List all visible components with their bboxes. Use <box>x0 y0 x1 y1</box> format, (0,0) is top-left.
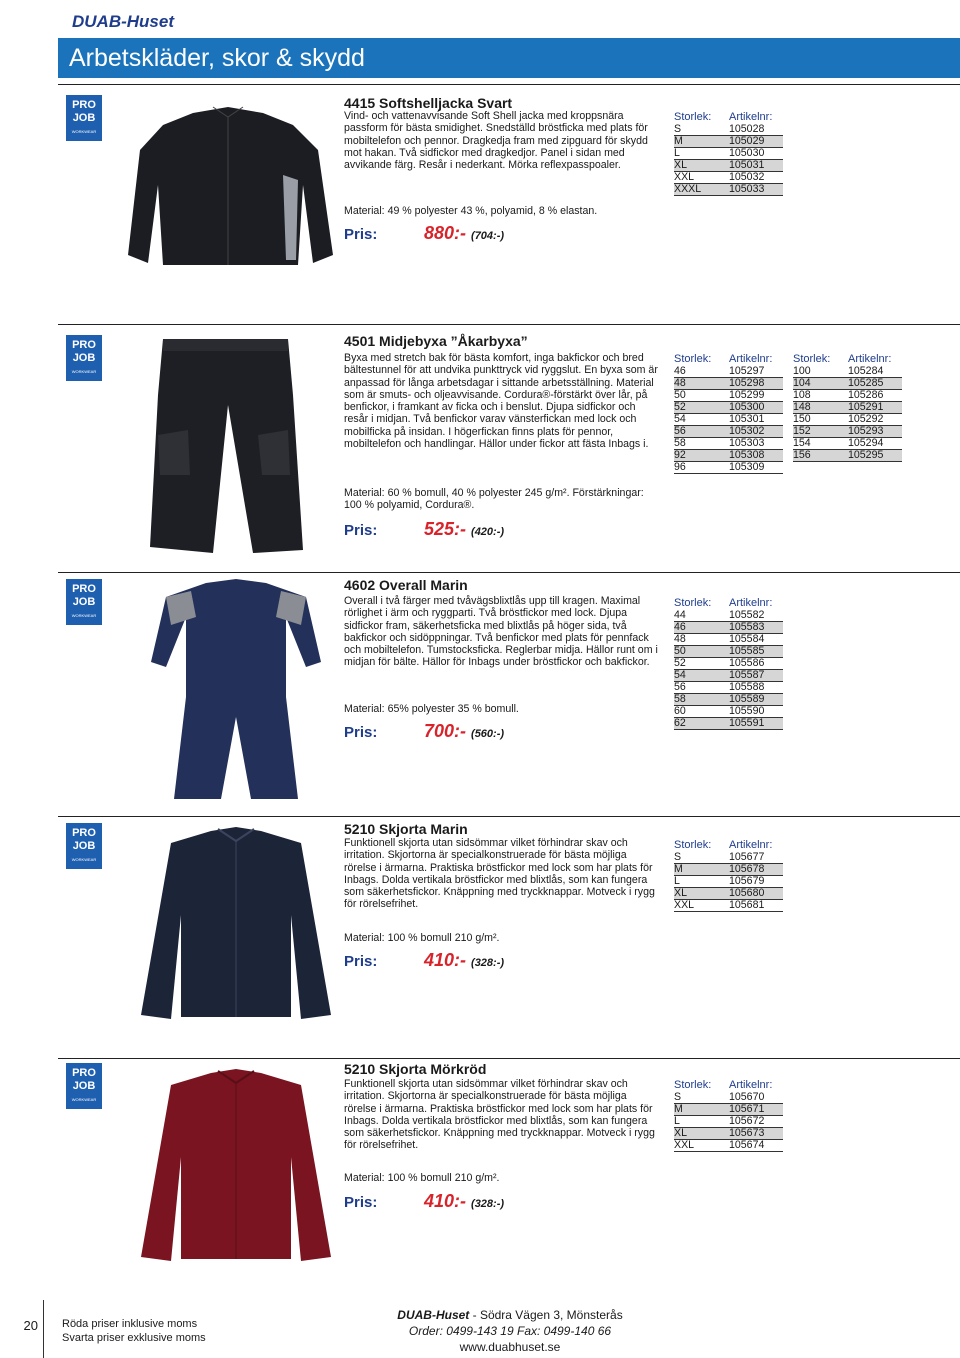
size-row <box>674 172 783 184</box>
page-number-box <box>0 1300 44 1358</box>
size-value: 46 <box>674 366 729 378</box>
size-row <box>674 706 783 718</box>
projob-logo: PRO JOB WORKWEAR <box>66 335 102 381</box>
article-number: 105309 <box>729 462 783 474</box>
article-number: 105672 <box>729 1116 783 1128</box>
size-column-header: Storlek: <box>674 839 712 851</box>
size-value: S <box>674 124 729 136</box>
size-value: 52 <box>674 658 729 670</box>
price-row <box>344 519 504 543</box>
product-section-3 <box>58 572 960 808</box>
size-row <box>793 390 902 402</box>
article-number: 105301 <box>729 414 783 426</box>
footer-web[interactable]: www.duabhuset.se <box>459 1340 561 1354</box>
size-row <box>674 610 783 622</box>
size-row <box>674 366 783 378</box>
size-row <box>674 124 783 136</box>
size-row <box>674 670 783 682</box>
price-row <box>344 1191 504 1215</box>
size-value: 54 <box>674 670 729 682</box>
size-value: 96 <box>674 462 729 474</box>
price-excl-vat: (560:-) <box>471 728 505 740</box>
article-number: 105030 <box>729 148 783 160</box>
size-value: 56 <box>674 426 729 438</box>
footer-address: - Södra Vägen 3, Mönsterås <box>469 1308 623 1322</box>
price-label: Pris: <box>344 226 378 243</box>
article-column-header: Artikelnr: <box>729 839 773 851</box>
overall-image <box>136 577 336 803</box>
size-value: 62 <box>674 718 729 730</box>
size-value: 100 <box>793 366 848 378</box>
price-incl-vat: 525:- <box>424 519 467 539</box>
article-number: 105585 <box>729 646 783 658</box>
size-value: 108 <box>793 390 848 402</box>
article-column-header: Artikelnr: <box>729 597 773 609</box>
size-value: S <box>674 852 729 864</box>
size-value: 56 <box>674 682 729 694</box>
product-material: Material: 100 % bomull 210 g/m². <box>344 1172 500 1184</box>
product-section-1 <box>58 84 960 316</box>
article-number: 105681 <box>729 900 783 912</box>
size-column-header: Storlek: <box>674 353 712 365</box>
size-value: 60 <box>674 706 729 718</box>
size-row <box>674 694 783 706</box>
size-value: XL <box>674 160 729 172</box>
article-number: 105285 <box>848 378 902 390</box>
price-excl-vat: (704:-) <box>471 230 505 242</box>
size-table <box>674 1079 783 1152</box>
size-value: 52 <box>674 402 729 414</box>
size-value: M <box>674 136 729 148</box>
size-value: 150 <box>793 414 848 426</box>
size-row <box>674 852 783 864</box>
page-footer <box>0 1300 960 1358</box>
article-column-header: Artikelnr: <box>848 353 892 365</box>
size-value: 54 <box>674 414 729 426</box>
article-number: 105298 <box>729 378 783 390</box>
size-value: XL <box>674 1128 729 1140</box>
size-value: 46 <box>674 622 729 634</box>
article-number: 105679 <box>729 876 783 888</box>
size-value: 44 <box>674 610 729 622</box>
price-label: Pris: <box>344 522 378 539</box>
article-number: 105671 <box>729 1104 783 1116</box>
article-number: 105588 <box>729 682 783 694</box>
size-row <box>674 160 783 172</box>
size-table <box>674 839 783 912</box>
article-column-header: Artikelnr: <box>729 353 773 365</box>
size-row <box>793 366 902 378</box>
size-value: L <box>674 148 729 160</box>
size-column-header: Storlek: <box>674 597 712 609</box>
price-incl-vat: 410:- <box>424 950 467 970</box>
size-table-large <box>793 353 902 462</box>
size-value: XL <box>674 888 729 900</box>
size-row <box>793 426 902 438</box>
size-value: 48 <box>674 634 729 646</box>
article-number: 105582 <box>729 610 783 622</box>
size-row <box>793 402 902 414</box>
size-row <box>674 390 783 402</box>
size-row <box>674 1128 783 1140</box>
size-row <box>674 184 783 196</box>
price-row <box>344 721 504 745</box>
article-number: 105590 <box>729 706 783 718</box>
article-column-header: Artikelnr: <box>729 1079 773 1091</box>
article-number: 105584 <box>729 634 783 646</box>
article-number: 105678 <box>729 864 783 876</box>
page-header <box>0 0 960 76</box>
size-value: 92 <box>674 450 729 462</box>
size-value: L <box>674 1116 729 1128</box>
article-number: 105300 <box>729 402 783 414</box>
size-row <box>674 876 783 888</box>
article-number: 105303 <box>729 438 783 450</box>
article-number: 105674 <box>729 1140 783 1152</box>
size-value: L <box>674 876 729 888</box>
size-value: 104 <box>793 378 848 390</box>
size-value: M <box>674 1104 729 1116</box>
article-number: 105295 <box>848 450 902 462</box>
article-column-header: Artikelnr: <box>729 111 773 123</box>
price-incl-vat: 410:- <box>424 1191 467 1211</box>
article-number: 105028 <box>729 124 783 136</box>
size-table <box>674 597 783 730</box>
price-label: Pris: <box>344 953 378 970</box>
work-trousers-image <box>128 335 328 555</box>
product-material: Material: 60 % bomull, 40 % polyester 245 g/m². Förstärkningar: 100 % polyamid, Cordura®. <box>344 487 644 512</box>
article-number: 105299 <box>729 390 783 402</box>
price-incl-vat: 880:- <box>424 223 467 243</box>
size-row <box>674 414 783 426</box>
size-row <box>674 864 783 876</box>
article-number: 105680 <box>729 888 783 900</box>
size-value: 148 <box>793 402 848 414</box>
note-red-prices: Röda priser inklusive moms <box>62 1318 198 1330</box>
size-row <box>674 136 783 148</box>
size-row <box>674 148 783 160</box>
size-value: 152 <box>793 426 848 438</box>
size-row <box>674 378 783 390</box>
article-number: 105294 <box>848 438 902 450</box>
size-row <box>793 414 902 426</box>
size-row <box>674 438 783 450</box>
size-row <box>793 378 902 390</box>
article-number: 105029 <box>729 136 783 148</box>
product-material: Material: 100 % bomull 210 g/m². <box>344 932 500 944</box>
price-label: Pris: <box>344 724 378 741</box>
size-value: XXL <box>674 172 729 184</box>
size-value: 154 <box>793 438 848 450</box>
product-description: Overall i två färger med tvåvägsblixtlås upp till kragen. Maximal rörlighet i ärm och ryggparti. Två bröstfickor med lock. Djupa sidfickor fram, säkerhetsficka med blixtlås på höger sida, två bakfickor och sidöppningar. Två benfickor med plats för pennfack och mobiltelefon. Tumstocksficka. Reglerbar midja. Hällor runt om i midjan för bälte. Hällor för Inbags under bröstfickor och bakfickor. <box>344 595 658 669</box>
size-value: XXXL <box>674 184 729 196</box>
size-row <box>674 1092 783 1104</box>
darkred-shirt-image <box>136 1067 336 1267</box>
size-row <box>674 426 783 438</box>
article-number: 105670 <box>729 1092 783 1104</box>
product-material: Material: 49 % polyester 43 %, polyamid, 8 % elastan. <box>344 205 598 217</box>
price-incl-vat: 700:- <box>424 721 467 741</box>
article-number: 105677 <box>729 852 783 864</box>
size-row <box>674 682 783 694</box>
size-row <box>674 1116 783 1128</box>
size-value: 58 <box>674 694 729 706</box>
projob-logo: PRO JOB WORKWEAR <box>66 95 102 141</box>
size-row <box>674 622 783 634</box>
size-column-header: Storlek: <box>674 111 712 123</box>
size-row <box>674 1104 783 1116</box>
projob-logo: PRO JOB WORKWEAR <box>66 579 102 625</box>
article-number: 105033 <box>729 184 783 196</box>
footer-company-line <box>360 1308 660 1322</box>
article-number: 105284 <box>848 366 902 378</box>
product-description: Funktionell skjorta utan sidsömmar vilket förhindrar skav och irritation. Skjortorna är specialkonstruerade för bästa möjliga rörelse i ärmarna. Praktiska bröstfickor med lock som har plats för Inbags. Dolda vertikala bröstfickor med blixtlås, som kan fungera som säkerhetsfickor. Knäppning med tryckknappar. Motveck i rygg för rörelsefrihet. <box>344 837 655 911</box>
product-description: Funktionell skjorta utan sidsömmar vilket förhindrar skav och irritation. Skjortorna är specialkonstruerade för bästa möjliga rörelse i ärmarna. Praktiska bröstfickor med lock som har plats för Inbags. Dolda vertikala bröstfickor med blixtlås, som kan fungera som säkerhetsfickor. Knäppning med tryckknappar. Motveck i rygg för rörelsefrihet. <box>344 1078 655 1152</box>
product-section-2 <box>58 324 960 564</box>
projob-logo: PRO JOB WORKWEAR <box>66 823 102 869</box>
product-title: 5210 Skjorta Marin <box>344 821 468 837</box>
article-number: 105586 <box>729 658 783 670</box>
article-number: 105673 <box>729 1128 783 1140</box>
size-row <box>674 450 783 462</box>
size-value: XXL <box>674 900 729 912</box>
softshell-jacket-image <box>118 105 340 273</box>
size-row <box>674 1140 783 1152</box>
price-excl-vat: (328:-) <box>471 957 505 969</box>
product-section-5 <box>58 1058 960 1296</box>
price-row <box>344 223 504 247</box>
size-value: XXL <box>674 1140 729 1152</box>
size-value: 50 <box>674 646 729 658</box>
size-row <box>674 718 783 730</box>
article-number: 105031 <box>729 160 783 172</box>
size-value: 50 <box>674 390 729 402</box>
page-title: Arbetskläder, skor & skydd <box>69 44 365 72</box>
article-number: 105286 <box>848 390 902 402</box>
article-number: 105308 <box>729 450 783 462</box>
price-row <box>344 950 504 974</box>
price-excl-vat: (328:-) <box>471 1198 505 1210</box>
article-number: 105589 <box>729 694 783 706</box>
size-row <box>674 634 783 646</box>
size-value: 156 <box>793 450 848 462</box>
title-bar <box>58 38 960 78</box>
navy-shirt-image <box>136 825 336 1025</box>
price-label: Pris: <box>344 1194 378 1211</box>
footer-company: DUAB-Huset <box>397 1308 470 1322</box>
size-column-header: Storlek: <box>674 1079 712 1091</box>
size-row <box>674 462 783 474</box>
size-value: M <box>674 864 729 876</box>
size-row <box>674 402 783 414</box>
product-title: 4415 Softshelljacka Svart <box>344 95 513 111</box>
size-value: S <box>674 1092 729 1104</box>
product-description: Byxa med stretch bak för bästa komfort, inga bakfickor och bred bältestunnel för att undvika punkttryck vid ryggslut. En byxa som är anpassad för långa arbetsdagar i sittande arbetsställning. Material som är smuts- och oljeavvisande. Cordura®-förstärkt över lår, på benfickor, i framkant av ficka och i benslut. Djupa sidfickor och resår i midjan. Två benfickor varav vänsterfickan med lock och mobilficka på insidan. I högerfickan finns plats för pennor, mobiltelefon och handlingar. Hällor under fickor att fästa Inbags i. <box>344 352 658 451</box>
projob-logo: PRO JOB WORKWEAR <box>66 1063 102 1109</box>
article-number: 105293 <box>848 426 902 438</box>
size-row <box>674 900 783 912</box>
brand-name: DUAB-Huset <box>72 12 174 31</box>
article-number: 105032 <box>729 172 783 184</box>
size-row <box>674 888 783 900</box>
note-black-prices: Svarta priser exklusive moms <box>62 1332 206 1344</box>
product-title: 5210 Skjorta Mörkröd <box>344 1061 487 1077</box>
size-row <box>793 438 902 450</box>
size-column-header: Storlek: <box>793 353 831 365</box>
product-material: Material: 65% polyester 35 % bomull. <box>344 703 519 715</box>
product-section-4 <box>58 816 960 1052</box>
size-row <box>674 658 783 670</box>
product-title: 4602 Overall Marin <box>344 577 468 593</box>
size-table <box>674 353 783 474</box>
size-table <box>674 111 783 196</box>
size-row <box>674 646 783 658</box>
product-description: Vind- och vattenavvisande Soft Shell jacka med kroppsnära passform för bästa smidighet. Snedställd bröstficka med plats för mobiltelefon och pennor. Dragkedja fram med zipguard för skydd mot hakan. Två sidfickor med dragkedjor. Panel i sidan med avvikande färg. Resår i nederkant. Mörka reflexpasspoaler. <box>344 110 648 172</box>
article-number: 105297 <box>729 366 783 378</box>
size-value: 48 <box>674 378 729 390</box>
product-title: 4501 Midjebyxa ”Åkarbyxa” <box>344 333 528 349</box>
article-number: 105587 <box>729 670 783 682</box>
article-number: 105291 <box>848 402 902 414</box>
size-value: 58 <box>674 438 729 450</box>
article-number: 105591 <box>729 718 783 730</box>
article-number: 105583 <box>729 622 783 634</box>
article-number: 105302 <box>729 426 783 438</box>
size-row <box>793 450 902 462</box>
footer-order: Order: 0499-143 19 Fax: 0499-140 66 <box>408 1324 612 1338</box>
price-excl-vat: (420:-) <box>471 526 505 538</box>
page-number: 20 <box>23 1318 38 1333</box>
article-number: 105292 <box>848 414 902 426</box>
